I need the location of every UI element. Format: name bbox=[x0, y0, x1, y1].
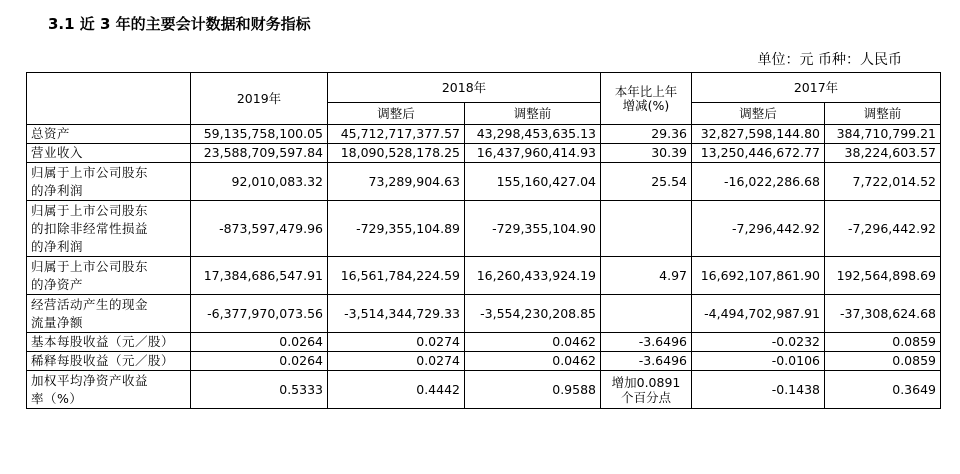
value-2017-adjusted: 32,827,598,144.80 bbox=[692, 125, 825, 144]
row-label-line: 归属于上市公司股东 bbox=[31, 164, 149, 180]
row-label-line: 归属于上市公司股东 bbox=[31, 258, 149, 274]
header-2018-adjusted: 调整后 bbox=[328, 103, 465, 125]
table-row bbox=[27, 371, 941, 409]
value-2018-before-adjust: -729,355,104.90 bbox=[465, 201, 601, 257]
table-row bbox=[27, 333, 941, 352]
header-2017-before-adjust: 调整前 bbox=[825, 103, 941, 125]
value-2018-adjusted: 0.0274 bbox=[328, 333, 465, 352]
value-2017-before-adjust: -7,296,442.92 bbox=[825, 201, 941, 257]
value-2018-before-adjust: 43,298,453,635.13 bbox=[465, 125, 601, 144]
table-row bbox=[27, 163, 941, 201]
value-2018-adjusted: 45,712,717,377.57 bbox=[328, 125, 465, 144]
value-2017-before-adjust: 0.3649 bbox=[825, 371, 941, 409]
row-label-line: 加权平均净资产收益 bbox=[31, 372, 149, 388]
row-label bbox=[27, 201, 191, 257]
table-row bbox=[27, 201, 941, 257]
row-label-line: 的扣除非经常性损益 bbox=[31, 220, 149, 236]
value-2017-adjusted: -16,022,286.68 bbox=[692, 163, 825, 201]
value-change bbox=[601, 352, 692, 371]
value-change bbox=[601, 333, 692, 352]
header-2017: 2017年 bbox=[692, 73, 941, 103]
value-change bbox=[601, 257, 692, 295]
row-label bbox=[27, 257, 191, 295]
value-2017-adjusted: -7,296,442.92 bbox=[692, 201, 825, 257]
value-2018-before-adjust: 16,260,433,924.19 bbox=[465, 257, 601, 295]
financial-data-table bbox=[26, 72, 941, 409]
value-2018-before-adjust: 16,437,960,414.93 bbox=[465, 144, 601, 163]
value-2018-adjusted: -3,514,344,729.33 bbox=[328, 295, 465, 333]
value-change bbox=[601, 201, 692, 257]
value-2017-adjusted: -0.0106 bbox=[692, 352, 825, 371]
value-2019: 59,135,758,100.05 bbox=[191, 125, 328, 144]
value-2019: 0.5333 bbox=[191, 371, 328, 409]
row-label-line: 营业收入 bbox=[31, 145, 84, 160]
row-label bbox=[27, 125, 191, 144]
row-label-line: 率（%） bbox=[31, 390, 83, 406]
value-change-line: 30.39 bbox=[651, 145, 687, 160]
value-change bbox=[601, 163, 692, 201]
value-2018-before-adjust: 155,160,427.04 bbox=[465, 163, 601, 201]
value-change-line: 增加0.0891 bbox=[611, 374, 681, 390]
value-change bbox=[601, 144, 692, 163]
value-2017-adjusted: 13,250,446,672.77 bbox=[692, 144, 825, 163]
value-2019: 0.0264 bbox=[191, 352, 328, 371]
value-2018-before-adjust: 0.9588 bbox=[465, 371, 601, 409]
value-2018-before-adjust: -3,554,230,208.85 bbox=[465, 295, 601, 333]
header-2018: 2018年 bbox=[328, 73, 601, 103]
value-2017-before-adjust: 192,564,898.69 bbox=[825, 257, 941, 295]
header-row-years bbox=[27, 73, 941, 103]
value-2019: -873,597,479.96 bbox=[191, 201, 328, 257]
row-label-line: 的净利润 bbox=[31, 238, 84, 254]
value-2017-before-adjust: 384,710,799.21 bbox=[825, 125, 941, 144]
value-2017-before-adjust: 0.0859 bbox=[825, 352, 941, 371]
value-change-line: 个百分点 bbox=[620, 389, 671, 405]
header-2019: 2019年 bbox=[191, 73, 328, 125]
value-change bbox=[601, 371, 692, 409]
value-2017-before-adjust: 38,224,603.57 bbox=[825, 144, 941, 163]
value-2017-adjusted: -0.1438 bbox=[692, 371, 825, 409]
table-row bbox=[27, 257, 941, 295]
row-label-line: 的净利润 bbox=[31, 182, 84, 198]
value-2018-adjusted: 73,289,904.63 bbox=[328, 163, 465, 201]
table-row bbox=[27, 352, 941, 371]
value-2017-adjusted: 16,692,107,861.90 bbox=[692, 257, 825, 295]
table-row bbox=[27, 144, 941, 163]
section-title: 3.1 近 3 年的主要会计数据和财务指标 bbox=[48, 15, 311, 33]
row-label bbox=[27, 295, 191, 333]
value-change-line: -3.6496 bbox=[638, 353, 687, 368]
row-label bbox=[27, 333, 191, 352]
value-change-line: -3.6496 bbox=[638, 334, 687, 349]
header-change-line-2: 增减(%) bbox=[622, 97, 670, 113]
row-label bbox=[27, 371, 191, 409]
row-label-line: 总资产 bbox=[31, 126, 71, 141]
value-2018-adjusted: 16,561,784,224.59 bbox=[328, 257, 465, 295]
value-change bbox=[601, 125, 692, 144]
value-2017-adjusted: -4,494,702,987.91 bbox=[692, 295, 825, 333]
row-label bbox=[27, 352, 191, 371]
value-2017-before-adjust: 0.0859 bbox=[825, 333, 941, 352]
header-change bbox=[601, 73, 692, 125]
row-label-line: 流量净额 bbox=[31, 314, 84, 330]
unit-currency-note: 单位：元 币种：人民币 bbox=[757, 52, 902, 68]
table-row bbox=[27, 295, 941, 333]
header-2017-adjusted: 调整后 bbox=[692, 103, 825, 125]
value-2018-adjusted: 0.4442 bbox=[328, 371, 465, 409]
row-label-line: 稀释每股收益（元／股） bbox=[31, 353, 175, 368]
row-label bbox=[27, 163, 191, 201]
value-2018-before-adjust: 0.0462 bbox=[465, 352, 601, 371]
header-change-line-1: 本年比上年 bbox=[614, 83, 678, 99]
value-2019: 92,010,083.32 bbox=[191, 163, 328, 201]
value-2018-before-adjust: 0.0462 bbox=[465, 333, 601, 352]
value-change bbox=[601, 295, 692, 333]
row-label-line: 经营活动产生的现金 bbox=[31, 296, 149, 312]
row-label-line: 的净资产 bbox=[31, 276, 84, 292]
value-change-line: 4.97 bbox=[659, 267, 687, 283]
value-2018-adjusted: -729,355,104.89 bbox=[328, 201, 465, 257]
value-change-line: 29.36 bbox=[651, 126, 687, 141]
table-row bbox=[27, 125, 941, 144]
value-2018-adjusted: 0.0274 bbox=[328, 352, 465, 371]
value-2017-before-adjust: -37,308,624.68 bbox=[825, 295, 941, 333]
value-2019: 0.0264 bbox=[191, 333, 328, 352]
row-label bbox=[27, 144, 191, 163]
value-change-line: 25.54 bbox=[651, 173, 687, 189]
header-blank-cell bbox=[27, 73, 191, 125]
value-2017-before-adjust: 7,722,014.52 bbox=[825, 163, 941, 201]
value-2019: -6,377,970,073.56 bbox=[191, 295, 328, 333]
row-label-line: 基本每股收益（元／股） bbox=[31, 334, 175, 349]
row-label-line: 归属于上市公司股东 bbox=[31, 202, 149, 218]
value-2018-adjusted: 18,090,528,178.25 bbox=[328, 144, 465, 163]
value-2019: 23,588,709,597.84 bbox=[191, 144, 328, 163]
value-2017-adjusted: -0.0232 bbox=[692, 333, 825, 352]
header-2018-before-adjust: 调整前 bbox=[465, 103, 601, 125]
value-2019: 17,384,686,547.91 bbox=[191, 257, 328, 295]
